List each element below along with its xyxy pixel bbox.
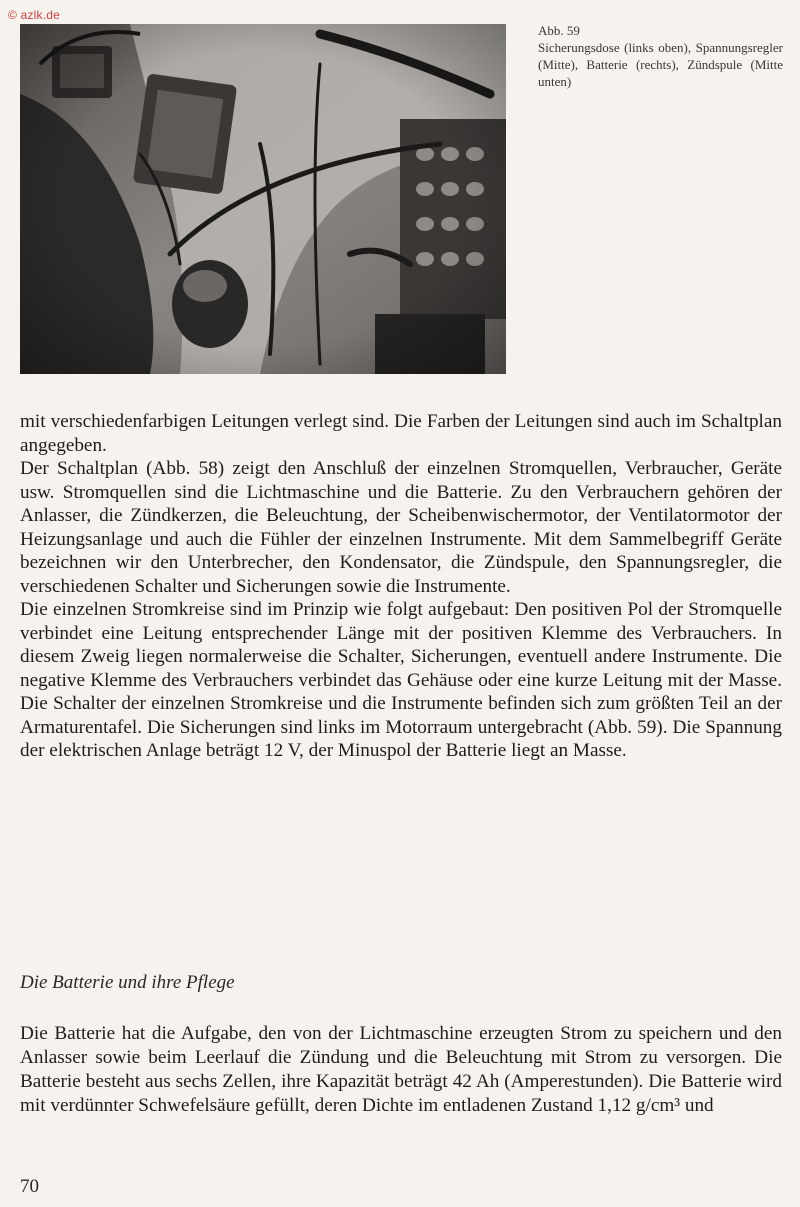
paragraph: Die Batterie hat die Aufgabe, den von der Lichtmaschine erzeugten Strom zu speichern und den Anlasser sowie beim Leerlauf die Zündung und die Beleuchtung mit Strom zu versorgen. Die Batterie besteht aus sechs Zellen, ihre Kapazität beträgt 42 Ah (Amperestunden). Die Batterie wird mit verdünnter Schwefelsäure gefüllt, deren Dichte im entladenen Zustand 1,12 g/cm³ und <box>20 1023 782 1116</box>
figure-caption <box>538 22 783 90</box>
section-heading: Die Batterie und ihre Pflege <box>20 972 235 993</box>
figure-number: Abb. 59 <box>538 23 580 38</box>
page-number: 70 <box>20 1176 39 1197</box>
section-body-text <box>20 1022 782 1118</box>
paragraph: Die einzelnen Stromkreise sind im Prinzip wie folgt aufgebaut: Den positiven Pol der Stromquelle verbindet eine Leitung entsprechender Länge mit der positiven Klemme des Verbrauchers. In diesem Zweig liegen normalerweise die Schalter, Sicherungen, eventuell andere Instrumente. Die negative Klemme des Verbrauchers verbindet das Gehäuse oder eine kurze Leitung mit der Masse. Die Schalter der einzelnen Stromkreise und die Instrumente befinden sich zum größten Teil an der Armaturentafel. Die Sicherungen sind links im Motorraum untergebracht (Abb. 59). Die Spannung der elektrischen Anlage beträgt 12 V, der Minuspol der Batterie liegt an Masse. <box>20 599 782 761</box>
body-text <box>20 410 782 763</box>
figure-photo <box>20 24 506 374</box>
paragraph: mit verschiedenfarbigen Leitungen verlegt sind. Die Farben der Leitungen sind auch im Schaltplan angegeben. <box>20 411 782 456</box>
figure-caption-text: Sicherungsdose (links oben), Spannungsregler (Mitte), Batterie (rechts), Zündspule (Mitte unten) <box>538 40 783 89</box>
engine-bay-photo <box>20 24 506 374</box>
paragraph: Der Schaltplan (Abb. 58) zeigt den Anschluß der einzelnen Stromquellen, Verbraucher, Geräte usw. Stromquellen sind die Lichtmaschine und die Batterie. Zu den Verbrauchern gehören der Anlasser, die Zündkerzen, die Beleuchtung, der Scheibenwischermotor, der Ventilatormotor der Heizungsanlage und auch die Fühler der einzelnen Instrumente. Mit dem Sammelbegriff Geräte bezeichnen wir den Unterbrecher, den Kondensator, die Zündspule, den Spannungsregler, die verschiedenen Schalter und Sicherungen sowie die Instrumente. <box>20 458 782 597</box>
watermark: © azlk.de <box>8 8 60 22</box>
